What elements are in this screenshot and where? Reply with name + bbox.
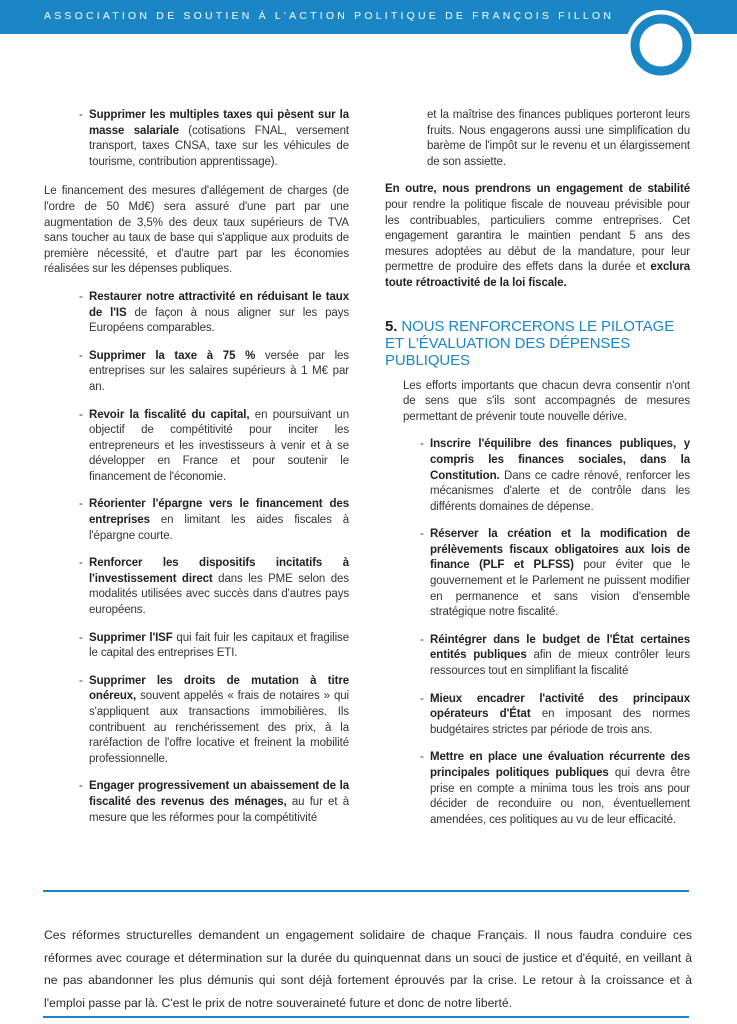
dash-bullet: -: [79, 408, 83, 421]
list-item: [79, 290, 349, 337]
list-item: [79, 779, 349, 826]
item-text: afin de mieux contrôler leurs ressources tout en simplifiant la fiscalité: [430, 649, 691, 678]
list-item: [420, 692, 690, 739]
dash-bullet: -: [79, 631, 83, 644]
list-item: [420, 527, 690, 621]
list-item: [79, 674, 349, 768]
section-heading: [385, 318, 690, 369]
list-item: [79, 408, 349, 486]
item-bold: Engager progressivement un abaissement de la fiscalité des revenus des ménages,: [89, 780, 349, 808]
item-text: dans les PME selon des modalités utilisées avec succès dans d'autres pays européens.: [89, 572, 349, 617]
dash-bullet: -: [420, 692, 424, 705]
dash-bullet: -: [79, 674, 83, 687]
item-bold: Réserver la création et la modification de prélèvements fiscaux obligatoires aux lois de finance (PLF et PLFSS): [430, 528, 690, 572]
list-item: [79, 631, 349, 662]
list-item: [79, 349, 349, 396]
item-bold: Supprimer la taxe à 75 %: [89, 349, 256, 362]
item-text: de façon à nous aligner sur les pays Européens comparables.: [89, 306, 350, 335]
dash-bullet: -: [420, 751, 424, 764]
dash-bullet: -: [420, 633, 424, 646]
list-item: - Supprimer les multiples taxes qui pèsent sur la masse salariale (cotisations FNAL, versement transport, taxes CNSA, taxe sur les véhicules de tourisme, contribution apprentissage).: [79, 109, 349, 168]
conclusion-paragraph: Ces réformes structurelles demandent un engagement solidaire de chaque Français. Il nous faudra conduire ces réformes avec courage et détermination sur la durée du quinquennat dans un souci de justice et d'équité, en veillant à ne pas abandonner les plus démunis qui sont déjà fortement éprouvés par la crise. Le retour à la croissance et à l'emploi passe par là. C'est le prix de notre souveraineté future et donc de notre liberté.: [44, 928, 692, 1010]
dash-bullet: -: [79, 557, 83, 570]
header-title: ASSOCIATION DE SOUTIEN À L'ACTION POLITIQUE DE FRANÇOIS FILLON: [44, 10, 615, 22]
section-intro: Les efforts importants que chacun devra consentir n'ont de sens que s'ils sont accompagnés de mesures permettant de prévenir toute nouvelle dérive.: [403, 379, 690, 423]
item-bold: Inscrire l'équilibre des finances publiques, y compris les finances sociales, dans la Constitution.: [430, 438, 690, 482]
dash-bullet: -: [79, 290, 83, 303]
item-text: souvent appelés « frais de notaires » qui s'appliquent aux transactions immobilières. Ils contribuent au renchérissement des prix, à la raréfaction de l'offre locative et freinent la mobilité professionnelle.: [89, 690, 349, 765]
paragraph: En outre, nous prendrons un engagement de stabilité pour rendre la politique fiscale de nouveau prévisible pour les contribuables, particuliers comme entreprises. Cet engagement garantira le maintien pendant 5 ans des mesures adoptées au début de la mandature, pour leur permettre de produire des effets dans la durée et exclura toute rétroactivité de la loi fiscale.: [385, 183, 690, 289]
item-bold: Supprimer les droits de mutation à titre onéreux,: [89, 674, 349, 703]
list-item: [420, 437, 690, 515]
item-bold: Réorienter l'épargne vers le financement des entreprises: [89, 498, 349, 527]
item-bold: Restaurer notre attractivité en réduisant le taux de l'IS: [89, 290, 349, 319]
dash-bullet: -: [420, 528, 424, 541]
item-text: en limitant les aides fiscales à l'épargne courte.: [89, 514, 349, 542]
item-text: pour éviter que le gouvernement et le Parlement ne puissent modifier en permanence et sans vision d'ensemble stratégique notre fiscalité.: [430, 559, 690, 619]
item-bold: Supprimer l'ISF: [89, 631, 173, 644]
paragraph: Le financement des mesures d'allégement de charges (de l'ordre de 50 Md€) sera assuré d'une part par une augmentation de 3,5% des deux taux supérieurs de TVA sans toucher au taux de base qui s'applique aux produits de première nécessité, et d'autre part par les économies réalisées sur les dépenses publiques.: [44, 185, 349, 276]
section-title: NOUS RENFORCERONS LE PILOTAGE ET L'ÉVALUATION DES DÉPENSES PUBLIQUES: [385, 317, 675, 369]
list-item: [420, 633, 690, 680]
item-bold: Mettre en place une évaluation récurrente des principales politiques publiques: [430, 751, 690, 779]
right-column: [385, 108, 690, 828]
item-bold: Renforcer les dispositifs incitatifs à l'investissement direct: [89, 557, 349, 585]
item-text: en imposant des normes budgétaires strictes par période de trois ans.: [430, 708, 691, 736]
dash-bullet: -: [420, 438, 424, 451]
item-text: versée par les entreprises sur les salaires supérieurs à 1 M€ par an.: [89, 349, 349, 393]
item-bold: Réintégrer dans le budget de l'État certaines entités publiques: [430, 633, 690, 662]
item-text: Dans ce cadre rénové, renforcer les mécanismes d'alerte et de contrôle dans les différents domaines de dépense.: [430, 469, 690, 513]
list-item: [79, 556, 349, 618]
item-bold: Mieux encadrer l'activité des principaux opérateurs d'État: [430, 692, 690, 721]
item-text: qui fait fuir les capitaux et fragilise le capital des entreprises ETI.: [89, 631, 350, 660]
circle-logo-icon: [624, 8, 698, 82]
dash-bullet: -: [79, 780, 83, 793]
divider: [43, 890, 689, 892]
divider: [43, 1016, 689, 1018]
item-text: au fur et à mesure que les réformes pour la compétitivité: [89, 795, 349, 824]
paragraph: et la maîtrise des finances publiques porteront leurs fruits. Nous engagerons aussi une simplification du barème de l'impôt sur le revenu et un élargissement de son assiette.: [427, 109, 690, 168]
right-list: [420, 437, 690, 828]
left-list: [79, 290, 349, 826]
item-text: qui devra être prise en compte a minima tous les trois ans pour décider de reconduire ou non, éventuellement amendées, ces politiques au vu de leur efficacité.: [430, 767, 690, 826]
item-text: en poursuivant un objectif de compétitivité pour inciter les entrepreneurs et les investisseurs à venir et à se développer en France et pour soutenir le financement de l'économie.: [89, 408, 349, 483]
list-item: [79, 497, 349, 544]
dash-bullet: -: [79, 349, 83, 362]
item-bold: Revoir la fiscalité du capital,: [89, 408, 250, 421]
dash-bullet: -: [79, 498, 83, 511]
list-item: [420, 750, 690, 828]
left-column: [44, 108, 349, 826]
section-number: 5.: [385, 317, 398, 335]
